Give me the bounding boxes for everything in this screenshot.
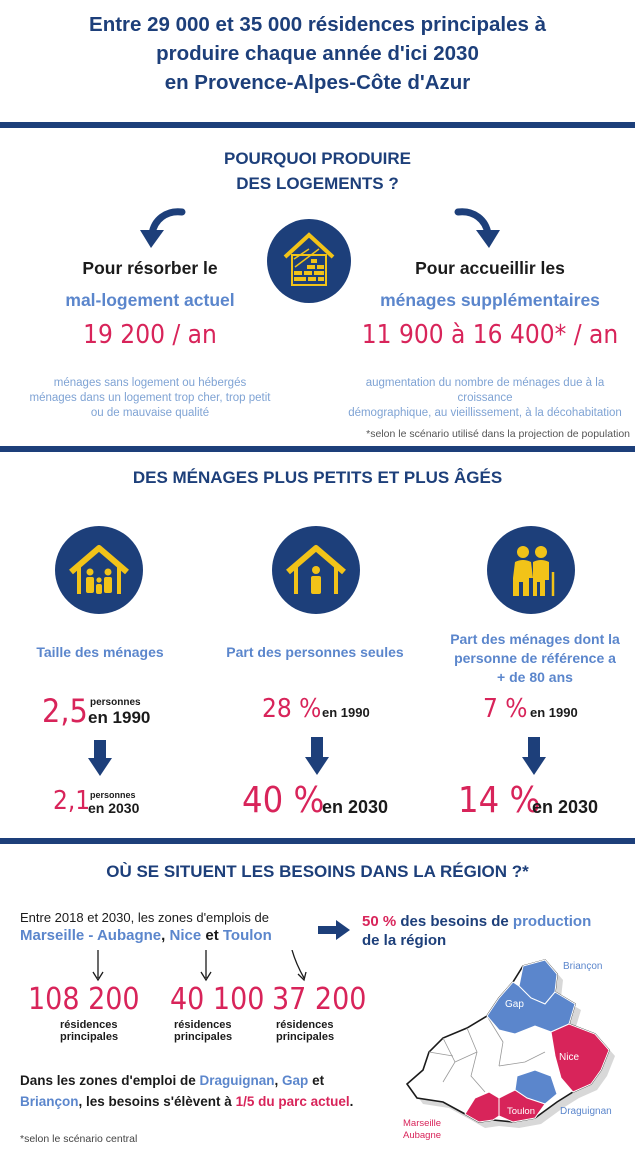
col3-year-2030: en 2030	[532, 797, 599, 817]
zone-sep-2: et	[201, 927, 223, 944]
right-desc-1: augmentation du nombre de ménages due à la croissance	[365, 377, 605, 404]
col1-year-2030: en 2030	[88, 800, 140, 816]
curved-arrow-right-icon	[454, 206, 502, 252]
left-subheading: mal-logement actuel	[65, 290, 235, 310]
col3-label-3: + de 80 ans	[497, 669, 573, 685]
section1-title-line2: DES LOGEMENTS ?	[236, 174, 399, 193]
left-desc-1: ménages sans logement ou hébergés	[53, 377, 247, 389]
stat-l2-3: principales	[276, 1031, 335, 1043]
col3-value-2030: 14 %	[458, 780, 541, 821]
right-subheading: ménages supplémentaires	[380, 290, 600, 310]
col1-down-arrow-icon	[88, 740, 112, 776]
share-text	[362, 912, 632, 950]
right-value: 11 900 à 16 400* / an	[361, 320, 619, 350]
map-label-draguignan: Draguignan	[560, 1106, 612, 1117]
region-map	[395, 952, 635, 1147]
divider-2	[0, 446, 635, 452]
map-label-marseille-2: Aubagne	[403, 1130, 442, 1141]
zone-sep-1: ,	[161, 927, 170, 944]
stat-block-1	[28, 982, 158, 1043]
col1-label: Taille des ménages	[36, 644, 164, 660]
bottom-fraction: 1/5 du parc actuel	[235, 1094, 350, 1109]
zone-toulon: Toulon	[222, 927, 272, 944]
share-text-2: production	[512, 913, 592, 930]
stat-arrow-2-icon	[200, 950, 212, 982]
bottom-sep-2: et	[308, 1073, 325, 1088]
section2-title: DES MÉNAGES PLUS PETITS ET PLUS ÂGÉS	[132, 468, 503, 487]
map-label-marseille-1: Marseille	[403, 1118, 442, 1129]
share-text-1: des besoins de	[396, 913, 513, 930]
col1-unit-1990: personnes	[90, 697, 141, 708]
page-title	[0, 10, 635, 97]
col2-down-arrow-icon	[305, 737, 329, 775]
col3-down-arrow-icon	[522, 737, 546, 775]
bottom-sep-1: ,	[274, 1073, 283, 1088]
left-value: 19 200 / an	[83, 320, 217, 350]
map-label-toulon: Toulon	[507, 1106, 535, 1117]
col1-unit-2030: personnes	[90, 790, 136, 800]
bottom-text-b: , les besoins s'élèvent à	[78, 1094, 236, 1109]
stat-l2-1: principales	[60, 1031, 119, 1043]
divider-3	[0, 838, 635, 844]
stat-arrow-3-icon	[288, 950, 310, 982]
stat-l1-2: résidences	[174, 1019, 232, 1031]
col1-year-1990: en 1990	[88, 708, 151, 727]
bottom-end: .	[349, 1094, 354, 1109]
left-desc-3: ou de mauvaise qualité	[90, 407, 210, 419]
share-pct: 50 %	[362, 913, 397, 930]
col2-label: Part des personnes seules	[226, 644, 404, 660]
stat-l1-3: résidences	[276, 1019, 334, 1031]
map-label-briancon: Briançon	[563, 961, 603, 972]
bottom-paragraph	[20, 1070, 380, 1112]
curved-arrow-left-icon	[138, 206, 186, 252]
bottom-text-a: Dans les zones d'emploi de	[20, 1073, 200, 1088]
col2-value-2030: 40 %	[242, 780, 325, 821]
share-text-3: de la région	[362, 932, 447, 949]
zone-marseille: Marseille - Aubagne	[20, 927, 162, 944]
title-line-2: produire chaque année d'ici 2030	[156, 42, 479, 65]
col3-year-1990: en 1990	[530, 705, 578, 720]
zones-names	[20, 927, 310, 944]
stat-l2-2: principales	[174, 1031, 233, 1043]
right-desc-2: démographique, au vieillissement, à la décohabitation	[348, 407, 622, 419]
zone-nice: Nice	[169, 927, 202, 944]
stat-value-3: 37 200	[272, 982, 367, 1017]
col3-label-1: Part des ménages dont la	[450, 631, 620, 647]
right-arrow-icon	[318, 920, 350, 940]
section1-title	[0, 146, 635, 196]
bottom-zone-briancon: Briançon	[20, 1094, 79, 1109]
zones-intro	[20, 910, 310, 944]
col2-year-1990: en 1990	[322, 705, 370, 720]
left-heading: Pour résorber le	[82, 258, 218, 278]
divider-1	[0, 122, 635, 128]
bottom-zone-gap: Gap	[282, 1073, 309, 1088]
family-house-icon	[55, 526, 143, 614]
title-line-3: en Provence-Alpes-Côte d'Azur	[164, 71, 471, 94]
stat-block-2	[170, 982, 270, 1043]
col2-year-2030: en 2030	[322, 797, 389, 817]
elderly-couple-icon	[487, 526, 575, 614]
stat-l1-1: résidences	[60, 1019, 118, 1031]
col1-value-1990: 2,5	[42, 692, 88, 730]
single-person-house-icon	[272, 526, 360, 614]
section1-title-line1: POURQUOI PRODUIRE	[223, 149, 412, 168]
col3-label	[430, 630, 635, 687]
left-desc-2: ménages dans un logement trop cher, trop petit	[29, 392, 271, 404]
map-label-nice: Nice	[559, 1052, 580, 1063]
section1-footnote: *selon le scénario utilisé dans la projection de population	[366, 428, 630, 440]
stat-value-1: 108 200	[28, 982, 140, 1017]
right-description	[340, 376, 630, 421]
stat-arrow-1-icon	[92, 950, 104, 982]
bottom-zone-draguignan: Draguignan	[199, 1073, 275, 1088]
col2-value-1990: 28 %	[262, 694, 322, 724]
map-label-gap: Gap	[505, 999, 524, 1010]
section3-title: OÙ SE SITUENT LES BESOINS DANS LA RÉGION ?*	[106, 862, 529, 881]
zones-intro-line: Entre 2018 et 2030, les zones d'emplois de	[20, 910, 269, 925]
stat-block-3	[272, 982, 372, 1043]
section3-footnote: *selon le scénario central	[20, 1133, 138, 1145]
col3-label-2: personne de référence a	[454, 650, 616, 666]
right-heading: Pour accueillir les	[415, 258, 565, 278]
stat-value-2: 40 100	[170, 982, 265, 1017]
col1-value-2030: 2,1	[53, 786, 91, 816]
col3-value-1990: 7 %	[483, 694, 528, 724]
title-line-1: Entre 29 000 et 35 000 résidences principales à	[89, 13, 546, 36]
left-description	[20, 376, 280, 421]
